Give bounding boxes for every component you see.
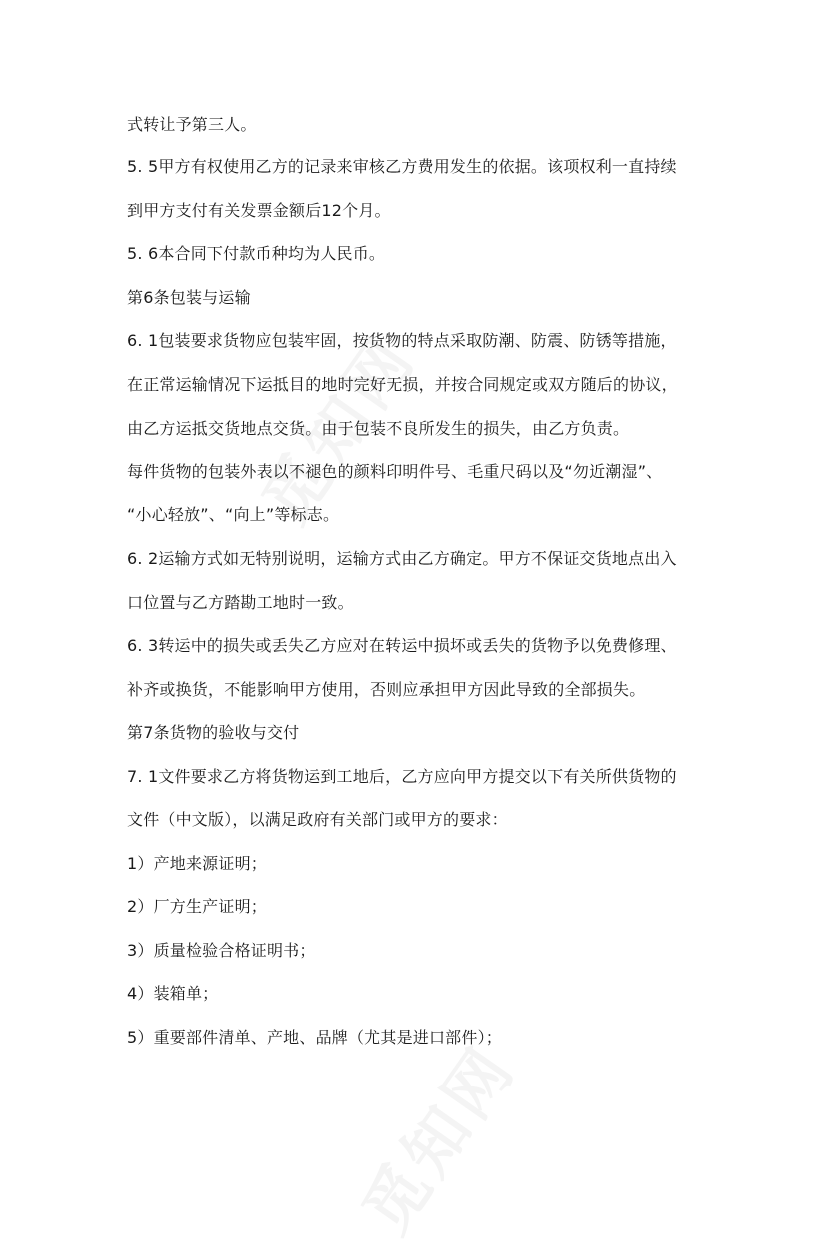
text-line: 7. 1文件要求乙方将货物运到工地后，乙方应向甲方提交以下有关所供货物的 xyxy=(127,767,677,786)
list-item: 5）重要部件清单、产地、品牌（尤其是进口部件）； xyxy=(127,1028,502,1047)
section-heading: 第7条货物的验收与交付 xyxy=(127,723,300,742)
text-line: 5. 5甲方有权使用乙方的记录来审核乙方费用发生的依据。该项权利一直持续 xyxy=(127,157,677,176)
list-item: 3）质量检验合格证明书； xyxy=(127,941,316,960)
text-line: 口位置与乙方踏勘工地时一致。 xyxy=(127,593,354,612)
list-item: 1）产地来源证明； xyxy=(127,854,267,873)
text-line: 6. 2运输方式如无特别说明，运输方式由乙方确定。甲方不保证交货地点出入 xyxy=(127,549,677,568)
section-heading: 第6条包装与运输 xyxy=(127,288,251,307)
text-line: 到甲方支付有关发票金额后12个月。 xyxy=(127,201,391,220)
text-line: 由乙方运抵交货地点交货。由于包装不良所发生的损失，由乙方负责。 xyxy=(127,419,630,438)
text-line: 补齐或换货，不能影响甲方使用，否则应承担甲方因此导致的全部损失。 xyxy=(127,680,646,699)
text-line: 6. 3转运中的损失或丢失乙方应对在转运中损坏或丢失的货物予以免费修理、 xyxy=(127,636,677,655)
text-line: 5. 6本合同下付款币种均为人民币。 xyxy=(127,244,386,263)
text-line: 在正常运输情况下运抵目的地时完好无损，并按合同规定或双方随后的协议， xyxy=(127,375,678,394)
list-item: 4）装箱单； xyxy=(127,984,219,1003)
text-line: 式转让予第三人。 xyxy=(127,115,257,134)
text-line: 每件货物的包装外表以不褪色的颜料印明件号、毛重尺码以及“勿近潮湿”、 xyxy=(127,462,663,481)
text-line: 6. 1包装要求货物应包装牢固，按货物的特点采取防潮、防震、防锈等措施， xyxy=(127,331,677,350)
text-line: 文件（中文版），以满足政府有关部门或甲方的要求： xyxy=(127,810,508,829)
text-line: “小心轻放”、“向上”等标志。 xyxy=(127,505,340,524)
list-item: 2）厂方生产证明； xyxy=(127,897,267,916)
